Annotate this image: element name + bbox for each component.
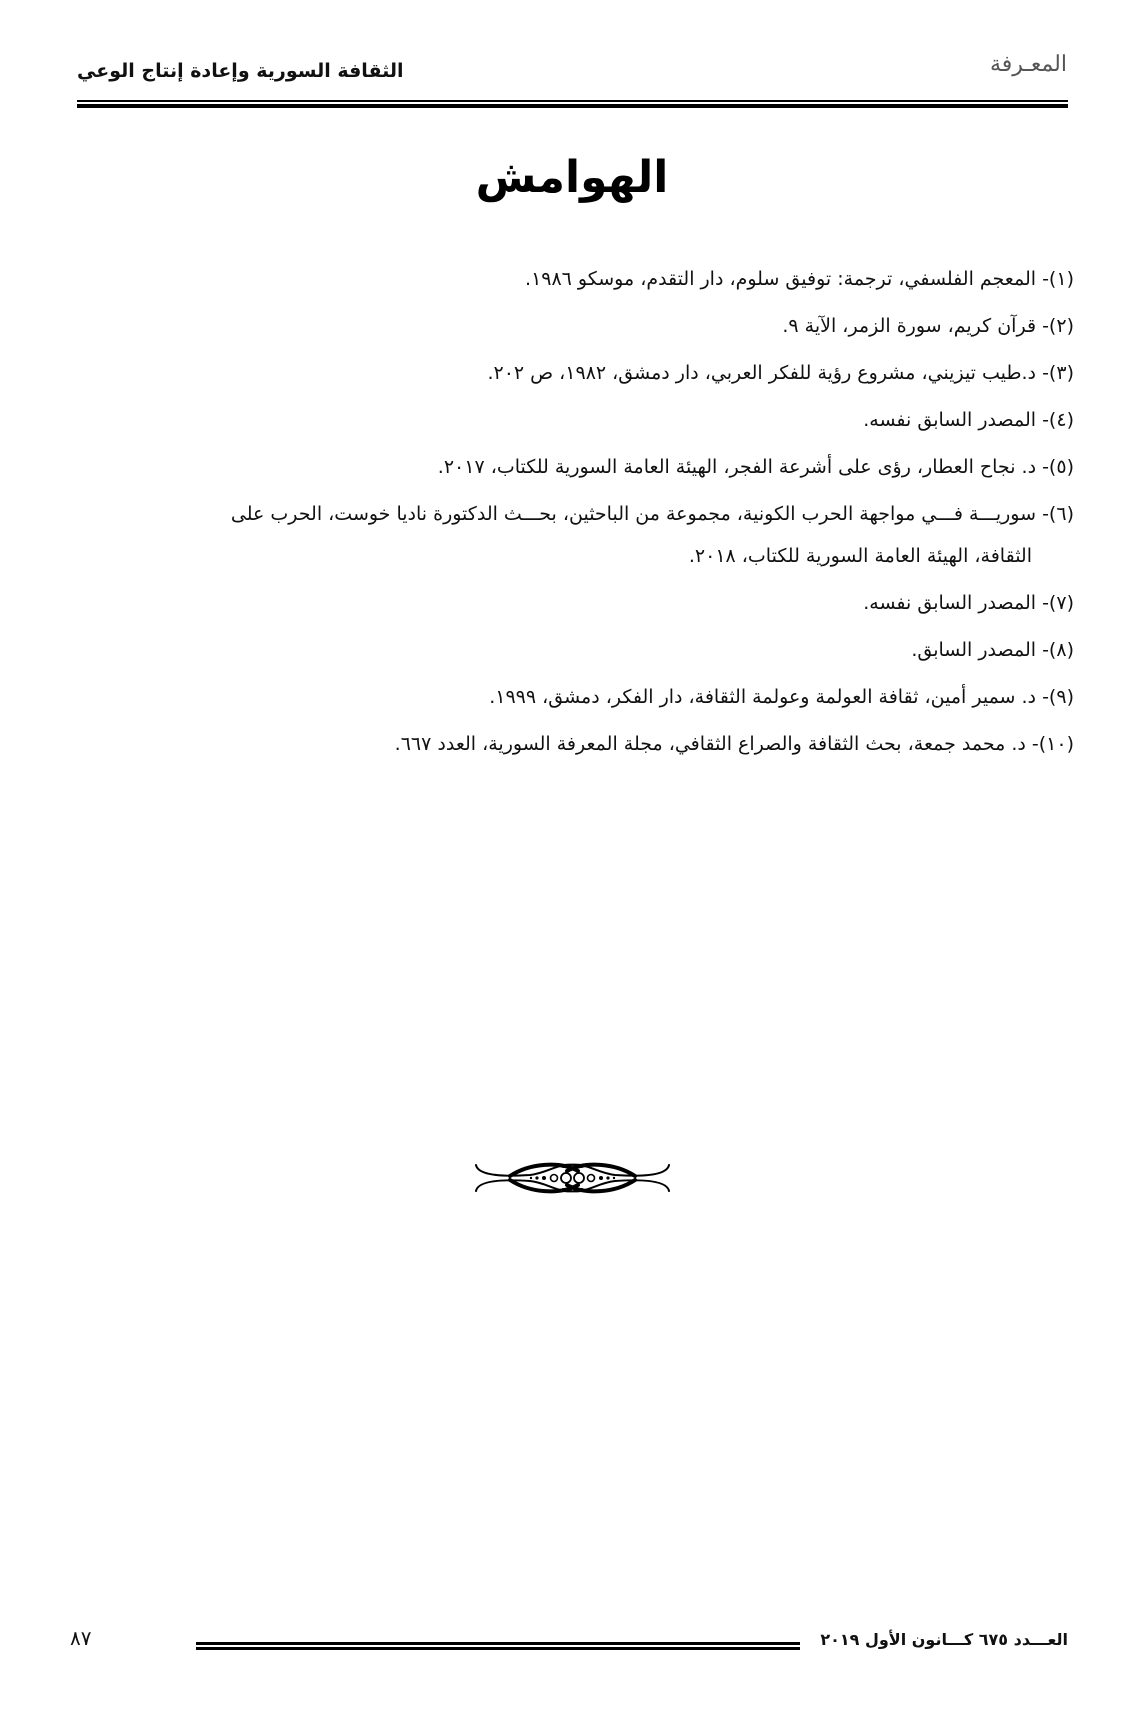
page-footer [0, 1622, 1144, 1662]
footnote-5 [70, 446, 1074, 488]
footnote-text: د. سمير أمين، ثقافة العولمة وعولمة الثقافة، دار الفكر، دمشق، ١٩٩٩. [489, 686, 1037, 708]
footer-rule-line [196, 1642, 800, 1645]
footnote-number: (٧)- [1042, 592, 1074, 614]
footnote-number: (٩)- [1042, 686, 1074, 708]
footnote-text: د. محمد جمعة، بحث الثقافة والصراع الثقافي، مجلة المعرفة السورية، العدد ٦٦٧. [394, 733, 1026, 755]
footnote-number: (٤)- [1042, 409, 1074, 431]
footnote-6 [70, 493, 1074, 577]
footnote-3 [70, 352, 1074, 394]
footnote-number: (٢)- [1042, 315, 1074, 337]
footnote-text: المصدر السابق نفسه. [863, 592, 1037, 614]
header-rule-thin [77, 100, 1068, 102]
header-rule [77, 100, 1068, 109]
footnote-1 [70, 258, 1074, 300]
footnote-9 [70, 676, 1074, 718]
footnote-number: (١٠)- [1031, 733, 1074, 755]
footnote-text: سوريـــة فـــي مواجهة الحرب الكونية، مجموعة من الباحثين، بحـــث الدكتورة ناديا خوست، الحرب على [230, 503, 1037, 525]
footnote-text: المصدر السابق نفسه. [863, 409, 1037, 431]
page-heading [0, 152, 1144, 203]
footnote-10 [70, 723, 1074, 765]
header-rule-thick [77, 104, 1068, 108]
footnote-number: (١)- [1042, 268, 1074, 290]
footnote-text: قرآن كريم، سورة الزمر، الآية ٩. [782, 315, 1037, 337]
footnote-number: (٨)- [1042, 639, 1074, 661]
footnote-text: د.طيب تيزيني، مشروع رؤية للفكر العربي، دار دمشق، ١٩٨٢، ص ٢٠٢. [487, 362, 1037, 384]
footnotes-list [70, 258, 1074, 770]
footnote-text: المعجم الفلسفي، ترجمة: توفيق سلوم، دار التقدم، موسكو ١٩٨٦. [525, 268, 1037, 290]
magazine-logo: المعـرفة [989, 52, 1067, 77]
footnote-4 [70, 399, 1074, 441]
footnote-number: (٣)- [1042, 362, 1074, 384]
footnote-8 [70, 629, 1074, 671]
heading-text: الهوامش [475, 152, 669, 203]
footnote-continuation: الثقافة، الهيئة العامة السورية للكتاب، ٢٠١٨. [688, 545, 1032, 567]
ornament-divider-icon [470, 1153, 675, 1201]
footnote-text: د. نجاح العطار، رؤى على أشرعة الفجر، الهيئة العامة السورية للكتاب، ٢٠١٧. [437, 456, 1037, 478]
footnote-7 [70, 582, 1074, 624]
running-title: الثقافة السورية وإعادة إنتاج الوعي [77, 60, 404, 82]
footnote-text: المصدر السابق. [911, 639, 1037, 661]
footnote-2 [70, 305, 1074, 347]
footnote-number: (٥)- [1042, 456, 1074, 478]
footnote-number: (٦)- [1042, 503, 1074, 525]
footer-rule-line [196, 1647, 800, 1650]
footer-rule [196, 1642, 800, 1650]
issue-info: العـــدد ٦٧٥ كـــانون الأول ٢٠١٩ [820, 1630, 1068, 1649]
page-number: ٨٧ [70, 1626, 92, 1650]
